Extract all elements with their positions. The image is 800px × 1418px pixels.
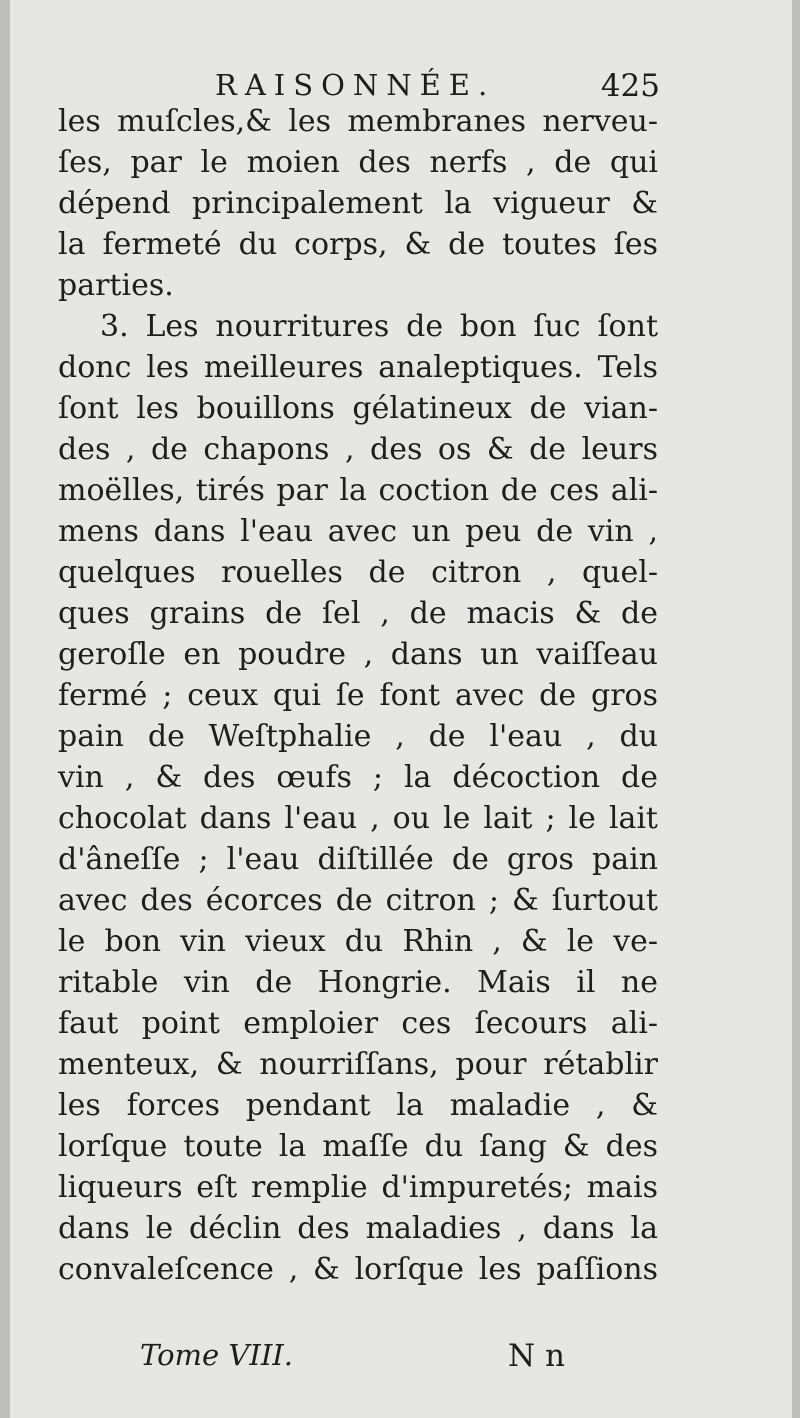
text-line: des , de chapons , des os & de leurs (58, 432, 658, 467)
text-line: moëlles, tirés par la coction de ces ali- (58, 473, 658, 508)
text-line: ques grains de ſel , de macis & de (58, 596, 658, 631)
page-footer (58, 1338, 658, 1378)
text-line: vin , & des œufs ; la décoction de (58, 760, 658, 795)
page-number: 425 (600, 68, 660, 104)
text-line: ſes, par le moien des nerfs , de qui (58, 145, 658, 180)
text-line: quelques rouelles de citron , quel- (58, 555, 658, 590)
text-line: les forces pendant la maladie , & (58, 1088, 658, 1123)
text-line: ſont les bouillons gélatineux de vian- (58, 391, 658, 426)
text-line: chocolat dans l'eau , ou le lait ; le lait (58, 801, 658, 836)
signature-mark: N n (508, 1338, 565, 1374)
body-text (58, 101, 658, 1290)
running-title: RAISONNÉE. (215, 68, 496, 102)
text-line: d'âneſſe ; l'eau diſtillée de gros pain (58, 842, 658, 877)
volume-label: Tome VIII. (140, 1338, 293, 1372)
text-line: lorſque toute la maſſe du ſang & des (58, 1129, 658, 1164)
text-line-paragraph-start: 3. Les nourritures de bon ſuc ſont (100, 309, 658, 344)
text-line: mens dans l'eau avec un peu de vin , (58, 514, 658, 549)
page-edge-right (792, 0, 800, 1418)
text-line: ritable vin de Hongrie. Mais il ne (58, 965, 658, 1000)
text-line: dépend principalement la vigueur & (58, 186, 658, 221)
text-line: avec des écorces de citron ; & ſurtout (58, 883, 658, 918)
text-line: le bon vin vieux du Rhin , & le ve- (58, 924, 658, 959)
text-line: donc les meilleures analeptiques. Tels (58, 350, 658, 385)
text-line: la fermeté du corps, & de toutes ſes (58, 227, 658, 262)
text-line: pain de Weſtphalie , de l'eau , du (58, 719, 658, 754)
text-line: parties. (58, 268, 174, 303)
text-line: convaleſcence , & lorſque les paſſions (58, 1252, 658, 1287)
text-line: geroſle en poudre , dans un vaiſſeau (58, 637, 658, 672)
text-line: faut point emploier ces ſecours ali- (58, 1006, 658, 1041)
page-edge-left (0, 0, 10, 1418)
text-line: liqueurs eſt remplie d'impuretés; mais (58, 1170, 658, 1205)
text-line: menteux, & nourriſſans, pour rétablir (58, 1047, 658, 1082)
text-line: dans le déclin des maladies , dans la (58, 1211, 658, 1246)
text-line: fermé ; ceux qui ſe font avec de gros (58, 678, 658, 713)
text-line: les muſcles,& les membranes nerveu- (58, 104, 658, 139)
